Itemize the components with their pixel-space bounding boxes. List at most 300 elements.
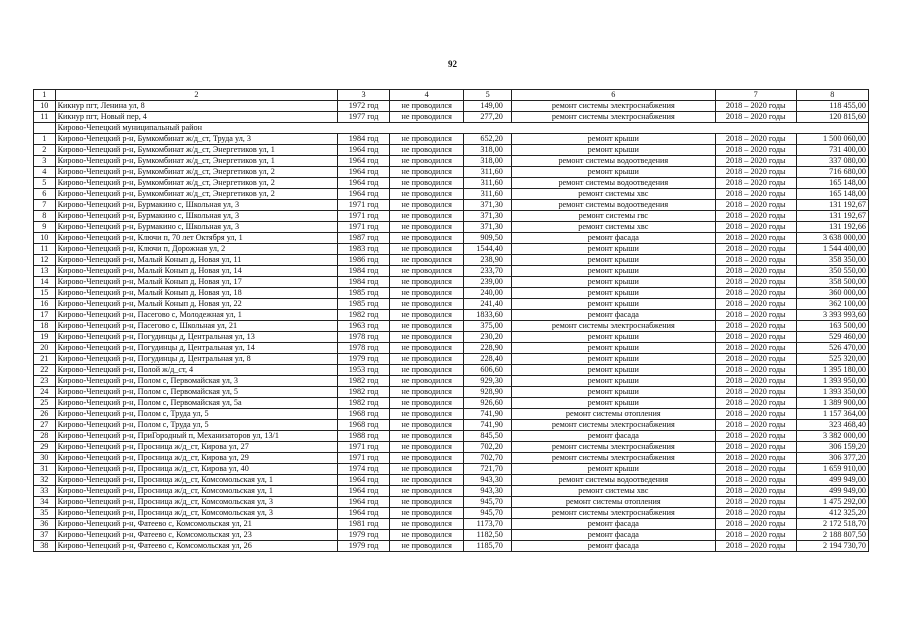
last-repair-cell: не проводился [389,211,463,222]
table-row [34,541,869,552]
row-number-cell: 9 [34,222,56,233]
cost-cell: 731 400,00 [796,145,868,156]
table-row [34,266,869,277]
period-cell: 2018 – 2020 годы [715,431,796,442]
work-type-cell: ремонт системы электроснабжения [511,442,715,453]
table-row [34,486,869,497]
area-cell: 318,00 [464,145,511,156]
work-type-cell: ремонт системы хвс [511,189,715,200]
period-cell: 2018 – 2020 годы [715,497,796,508]
table-row [34,442,869,453]
commission-year-cell: 1987 год [338,233,390,244]
table-row [34,497,869,508]
address-cell: Кирово-Чепецкий р-н, Ключи п, Дорожная ул, 2 [55,244,338,255]
work-type-cell: ремонт крыши [511,255,715,266]
work-type-cell: ремонт системы хвс [511,222,715,233]
period-cell: 2018 – 2020 годы [715,486,796,497]
work-type-cell: ремонт системы отопления [511,497,715,508]
row-number-cell: 28 [34,431,56,442]
commission-year-cell: 1964 год [338,156,390,167]
period-cell: 2018 – 2020 годы [715,541,796,552]
area-cell: 652,20 [464,134,511,145]
commission-year-cell: 1985 год [338,299,390,310]
period-cell: 2018 – 2020 годы [715,530,796,541]
last-repair-cell: не проводился [389,101,463,112]
cost-cell: 358 350,00 [796,255,868,266]
area-cell: 311,60 [464,189,511,200]
period-cell: 2018 – 2020 годы [715,167,796,178]
row-number-cell: 10 [34,101,56,112]
work-type-cell: ремонт системы электроснабжения [511,508,715,519]
area-cell: 721,70 [464,464,511,475]
table-row [34,431,869,442]
address-cell: Кирово-Чепецкий р-н, Полом с, Первомайская ул, 5 [55,387,338,398]
address-cell: Кирово-Чепецкий р-н, Полом с, Труда ул, 5 [55,409,338,420]
work-type-cell: ремонт фасада [511,431,715,442]
table-row [34,167,869,178]
work-type-cell: ремонт крыши [511,134,715,145]
address-cell: Кирово-Чепецкий р-н, Просница ж/д_ст, Комсомольская ул, 3 [55,508,338,519]
address-cell: Кирово-Чепецкий р-н, Малый Конып д, Новая ул, 22 [55,299,338,310]
period-cell: 2018 – 2020 годы [715,288,796,299]
area-cell: 845,50 [464,431,511,442]
commission-year-cell: 1979 год [338,541,390,552]
commission-year-cell: 1964 год [338,497,390,508]
cost-cell: 1 475 292,00 [796,497,868,508]
region-label: Кирово-Чепецкий муниципальный район [55,123,868,134]
table-row [34,387,869,398]
work-type-cell: ремонт крыши [511,299,715,310]
row-number-cell: 33 [34,486,56,497]
row-number-cell: 16 [34,299,56,310]
table-row [34,464,869,475]
row-number-cell: 21 [34,354,56,365]
table-row [34,475,869,486]
table-row [34,453,869,464]
cost-cell: 1 395 180,00 [796,365,868,376]
address-cell: Кирово-Чепецкий р-н, Бурмакино с, Школьная ул, 3 [55,200,338,211]
address-cell: Кирово-Чепецкий р-н, Погудинцы д, Центральная ул, 14 [55,343,338,354]
period-cell: 2018 – 2020 годы [715,266,796,277]
table-row [34,343,869,354]
last-repair-cell: не проводился [389,112,463,123]
period-cell: 2018 – 2020 годы [715,299,796,310]
row-number-cell: 14 [34,277,56,288]
table-row [34,508,869,519]
area-cell: 741,90 [464,409,511,420]
table-row [34,145,869,156]
commission-year-cell: 1971 год [338,442,390,453]
row-number-cell: 15 [34,288,56,299]
last-repair-cell: не проводился [389,233,463,244]
address-cell: Кирово-Чепецкий р-н, Фатеево с, Комсомольская ул, 21 [55,519,338,530]
row-number-cell: 24 [34,387,56,398]
work-type-cell: ремонт системы водоотведения [511,200,715,211]
table-row [34,530,869,541]
work-type-cell: ремонт крыши [511,145,715,156]
commission-year-cell: 1971 год [338,200,390,211]
commission-year-cell: 1963 год [338,321,390,332]
row-number-cell: 4 [34,167,56,178]
commission-year-cell: 1977 год [338,112,390,123]
row-number-cell: 25 [34,398,56,409]
table-row [34,255,869,266]
table-row [34,277,869,288]
area-cell: 241,40 [464,299,511,310]
table-row [34,200,869,211]
column-header: 1 [34,90,56,101]
commission-year-cell: 1964 год [338,167,390,178]
address-cell: Кирово-Чепецкий р-н, Просница ж/д_ст, Комсомольская ул, 3 [55,497,338,508]
area-cell: 1544,40 [464,244,511,255]
commission-year-cell: 1964 год [338,486,390,497]
address-cell: Кикнур пгт, Ленина ул, 8 [55,101,338,112]
last-repair-cell: не проводился [389,288,463,299]
period-cell: 2018 – 2020 годы [715,310,796,321]
work-type-cell: ремонт крыши [511,266,715,277]
cost-cell: 1 544 400,00 [796,244,868,255]
area-cell: 311,60 [464,178,511,189]
address-cell: Кирово-Чепецкий р-н, Полой ж/д_ст, 4 [55,365,338,376]
area-cell: 230,20 [464,332,511,343]
period-cell: 2018 – 2020 годы [715,189,796,200]
work-type-cell: ремонт системы электроснабжения [511,420,715,431]
table-row [34,409,869,420]
table-row [34,288,869,299]
address-cell: Кирово-Чепецкий р-н, Просница ж/д_ст, Кирова ул, 29 [55,453,338,464]
area-cell: 233,70 [464,266,511,277]
address-cell: Кирово-Чепецкий р-н, Бурмакино с, Школьная ул, 3 [55,222,338,233]
commission-year-cell: 1978 год [338,343,390,354]
address-cell: Кирово-Чепецкий р-н, Бумкомбинат ж/д_ст, Энергетиков ул, 2 [55,167,338,178]
commission-year-cell: 1968 год [338,420,390,431]
last-repair-cell: не проводился [389,277,463,288]
table-row [34,156,869,167]
row-number-cell: 37 [34,530,56,541]
cost-cell: 526 470,00 [796,343,868,354]
region-header-row [34,123,869,134]
cost-cell: 412 325,20 [796,508,868,519]
work-type-cell: ремонт фасада [511,530,715,541]
last-repair-cell: не проводился [389,310,463,321]
last-repair-cell: не проводился [389,497,463,508]
address-cell: Кирово-Чепецкий р-н, Фатеево с, Комсомольская ул, 23 [55,530,338,541]
work-type-cell: ремонт системы гвс [511,211,715,222]
last-repair-cell: не проводился [389,398,463,409]
commission-year-cell: 1981 год [338,519,390,530]
period-cell: 2018 – 2020 годы [715,233,796,244]
period-cell: 2018 – 2020 годы [715,222,796,233]
cost-cell: 1 393 350,00 [796,387,868,398]
commission-year-cell: 1982 год [338,398,390,409]
work-type-cell: ремонт крыши [511,167,715,178]
area-cell: 371,30 [464,200,511,211]
repair-register-table [33,89,869,552]
commission-year-cell: 1974 год [338,464,390,475]
period-cell: 2018 – 2020 годы [715,420,796,431]
period-cell: 2018 – 2020 годы [715,398,796,409]
commission-year-cell: 1978 год [338,332,390,343]
period-cell: 2018 – 2020 годы [715,453,796,464]
address-cell: Кирово-Чепецкий р-н, Полом с, Труда ул, 5 [55,420,338,431]
address-cell: Кирово-Чепецкий р-н, Бурмакино с, Школьная ул, 3 [55,211,338,222]
work-type-cell: ремонт системы электроснабжения [511,101,715,112]
column-header: 7 [715,90,796,101]
period-cell: 2018 – 2020 годы [715,519,796,530]
period-cell: 2018 – 2020 годы [715,475,796,486]
row-number-cell [34,123,56,134]
last-repair-cell: не проводился [389,255,463,266]
area-cell: 702,70 [464,453,511,464]
commission-year-cell: 1971 год [338,453,390,464]
cost-cell: 2 172 518,70 [796,519,868,530]
cost-cell: 350 550,00 [796,266,868,277]
table-row [34,519,869,530]
column-header: 5 [464,90,511,101]
cost-cell: 118 455,00 [796,101,868,112]
commission-year-cell: 1971 год [338,211,390,222]
cost-cell: 499 949,00 [796,475,868,486]
column-header: 3 [338,90,390,101]
cost-cell: 529 460,00 [796,332,868,343]
address-cell: Кирово-Чепецкий р-н, Бумкомбинат ж/д_ст, Энергетиков ул, 2 [55,178,338,189]
cost-cell: 165 148,00 [796,178,868,189]
last-repair-cell: не проводился [389,145,463,156]
row-number-cell: 5 [34,178,56,189]
work-type-cell: ремонт системы отопления [511,409,715,420]
commission-year-cell: 1982 год [338,387,390,398]
row-number-cell: 11 [34,244,56,255]
cost-cell: 306 159,20 [796,442,868,453]
work-type-cell: ремонт крыши [511,244,715,255]
cost-cell: 3 382 000,00 [796,431,868,442]
address-cell: Кирово-Чепецкий р-н, Полом с, Первомайская ул, 5а [55,398,338,409]
cost-cell: 499 949,00 [796,486,868,497]
address-cell: Кирово-Чепецкий р-н, Малый Конып д, Новая ул, 17 [55,277,338,288]
last-repair-cell: не проводился [389,178,463,189]
period-cell: 2018 – 2020 годы [715,376,796,387]
last-repair-cell: не проводился [389,475,463,486]
work-type-cell: ремонт крыши [511,376,715,387]
row-number-cell: 3 [34,156,56,167]
row-number-cell: 35 [34,508,56,519]
work-type-cell: ремонт крыши [511,387,715,398]
table-row [34,233,869,244]
row-number-cell: 23 [34,376,56,387]
period-cell: 2018 – 2020 годы [715,332,796,343]
period-cell: 2018 – 2020 годы [715,156,796,167]
commission-year-cell: 1984 год [338,266,390,277]
cost-cell: 165 148,00 [796,189,868,200]
commission-year-cell: 1964 год [338,189,390,200]
period-cell: 2018 – 2020 годы [715,354,796,365]
period-cell: 2018 – 2020 годы [715,387,796,398]
commission-year-cell: 1985 год [338,288,390,299]
area-cell: 1182,50 [464,530,511,541]
work-type-cell: ремонт крыши [511,332,715,343]
area-cell: 741,90 [464,420,511,431]
work-type-cell: ремонт крыши [511,354,715,365]
row-number-cell: 34 [34,497,56,508]
commission-year-cell: 1984 год [338,134,390,145]
row-number-cell: 31 [34,464,56,475]
address-cell: Кирово-Чепецкий р-н, Просница ж/д_ст, Кирова ул, 27 [55,442,338,453]
cost-cell: 323 468,40 [796,420,868,431]
table-row [34,299,869,310]
row-number-cell: 11 [34,112,56,123]
area-cell: 1833,60 [464,310,511,321]
commission-year-cell: 1979 год [338,354,390,365]
last-repair-cell: не проводился [389,167,463,178]
table-row [34,354,869,365]
period-cell: 2018 – 2020 годы [715,134,796,145]
row-number-cell: 18 [34,321,56,332]
area-cell: 277,20 [464,112,511,123]
area-cell: 926,60 [464,398,511,409]
last-repair-cell: не проводился [389,299,463,310]
row-number-cell: 13 [34,266,56,277]
commission-year-cell: 1982 год [338,310,390,321]
period-cell: 2018 – 2020 годы [715,321,796,332]
area-cell: 1185,70 [464,541,511,552]
column-header: 8 [796,90,868,101]
last-repair-cell: не проводился [389,266,463,277]
address-cell: Кирово-Чепецкий р-н, Просница ж/д_ст, Кирова ул, 40 [55,464,338,475]
cost-cell: 131 192,66 [796,222,868,233]
work-type-cell: ремонт крыши [511,365,715,376]
period-cell: 2018 – 2020 годы [715,442,796,453]
row-number-cell: 12 [34,255,56,266]
last-repair-cell: не проводился [389,354,463,365]
table-row [34,332,869,343]
area-cell: 371,30 [464,211,511,222]
last-repair-cell: не проводился [389,530,463,541]
address-cell: Кирово-Чепецкий р-н, Бумкомбинат ж/д_ст, Энергетиков ул, 1 [55,145,338,156]
address-cell: Кирово-Чепецкий р-н, Погудинцы д, Центральная ул, 8 [55,354,338,365]
period-cell: 2018 – 2020 годы [715,244,796,255]
address-cell: Кирово-Чепецкий р-н, Пасегово с, Школьная ул, 21 [55,321,338,332]
table-row [34,398,869,409]
work-type-cell: ремонт фасада [511,541,715,552]
cost-cell: 1 500 060,00 [796,134,868,145]
area-cell: 702,20 [464,442,511,453]
work-type-cell: ремонт системы электроснабжения [511,453,715,464]
table-row [34,211,869,222]
cost-cell: 2 188 807,50 [796,530,868,541]
work-type-cell: ремонт фасада [511,310,715,321]
cost-cell: 306 377,20 [796,453,868,464]
commission-year-cell: 1971 год [338,222,390,233]
cost-cell: 360 000,00 [796,288,868,299]
work-type-cell: ремонт крыши [511,464,715,475]
area-cell: 606,60 [464,365,511,376]
area-cell: 238,90 [464,255,511,266]
area-cell: 228,90 [464,343,511,354]
cost-cell: 3 638 000,00 [796,233,868,244]
address-cell: Кирово-Чепецкий р-н, Бумкомбинат ж/д_ст, Энергетиков ул, 2 [55,189,338,200]
last-repair-cell: не проводился [389,156,463,167]
area-cell: 929,30 [464,376,511,387]
period-cell: 2018 – 2020 годы [715,277,796,288]
cost-cell: 3 393 993,60 [796,310,868,321]
work-type-cell: ремонт крыши [511,288,715,299]
area-cell: 945,70 [464,497,511,508]
address-cell: Кирово-Чепецкий р-н, Пасегово с, Молодежная ул, 1 [55,310,338,321]
area-cell: 371,30 [464,222,511,233]
period-cell: 2018 – 2020 годы [715,255,796,266]
address-cell: Кирово-Чепецкий р-н, Малый Конып д, Новая ул, 14 [55,266,338,277]
area-cell: 311,60 [464,167,511,178]
work-type-cell: ремонт системы водоотведения [511,475,715,486]
address-cell: Кирово-Чепецкий р-н, Погудинцы д, Центральная ул, 13 [55,332,338,343]
last-repair-cell: не проводился [389,464,463,475]
table-row [34,134,869,145]
area-cell: 228,40 [464,354,511,365]
last-repair-cell: не проводился [389,431,463,442]
last-repair-cell: не проводился [389,343,463,354]
last-repair-cell: не проводился [389,244,463,255]
area-cell: 943,30 [464,486,511,497]
commission-year-cell: 1986 год [338,255,390,266]
work-type-cell: ремонт системы электроснабжения [511,321,715,332]
row-number-cell: 7 [34,200,56,211]
area-cell: 1173,70 [464,519,511,530]
last-repair-cell: не проводился [389,453,463,464]
table-row [34,222,869,233]
cost-cell: 362 100,00 [796,299,868,310]
address-cell: Кирово-Чепецкий р-н, Бумкомбинат ж/д_ст, Труда ул, 3 [55,134,338,145]
period-cell: 2018 – 2020 годы [715,178,796,189]
period-cell: 2018 – 2020 годы [715,343,796,354]
cost-cell: 1 389 900,00 [796,398,868,409]
last-repair-cell: не проводился [389,134,463,145]
table-row [34,244,869,255]
area-cell: 945,70 [464,508,511,519]
period-cell: 2018 – 2020 годы [715,464,796,475]
row-number-cell: 2 [34,145,56,156]
work-type-cell: ремонт крыши [511,277,715,288]
table-row [34,178,869,189]
address-cell: Кирово-Чепецкий р-н, Малый Конып д, Новая ул, 11 [55,255,338,266]
row-number-cell: 19 [34,332,56,343]
table-row [34,376,869,387]
period-cell: 2018 – 2020 годы [715,211,796,222]
address-cell: Кирово-Чепецкий р-н, Полом с, Первомайская ул, 3 [55,376,338,387]
work-type-cell: ремонт системы хвс [511,486,715,497]
commission-year-cell: 1983 год [338,244,390,255]
work-type-cell: ремонт фасада [511,519,715,530]
commission-year-cell: 1982 год [338,376,390,387]
last-repair-cell: не проводился [389,409,463,420]
address-cell: Кирово-Чепецкий р-н, Просница ж/д_ст, Комсомольская ул, 1 [55,475,338,486]
cost-cell: 358 500,00 [796,277,868,288]
row-number-cell: 17 [34,310,56,321]
last-repair-cell: не проводился [389,376,463,387]
cost-cell: 525 320,00 [796,354,868,365]
work-type-cell: ремонт системы электроснабжения [511,112,715,123]
table-row [34,101,869,112]
row-number-cell: 27 [34,420,56,431]
commission-year-cell: 1964 год [338,475,390,486]
cost-cell: 131 192,67 [796,200,868,211]
last-repair-cell: не проводился [389,332,463,343]
period-cell: 2018 – 2020 годы [715,365,796,376]
column-header: 6 [511,90,715,101]
commission-year-cell: 1979 год [338,530,390,541]
period-cell: 2018 – 2020 годы [715,200,796,211]
area-cell: 375,00 [464,321,511,332]
commission-year-cell: 1972 год [338,101,390,112]
